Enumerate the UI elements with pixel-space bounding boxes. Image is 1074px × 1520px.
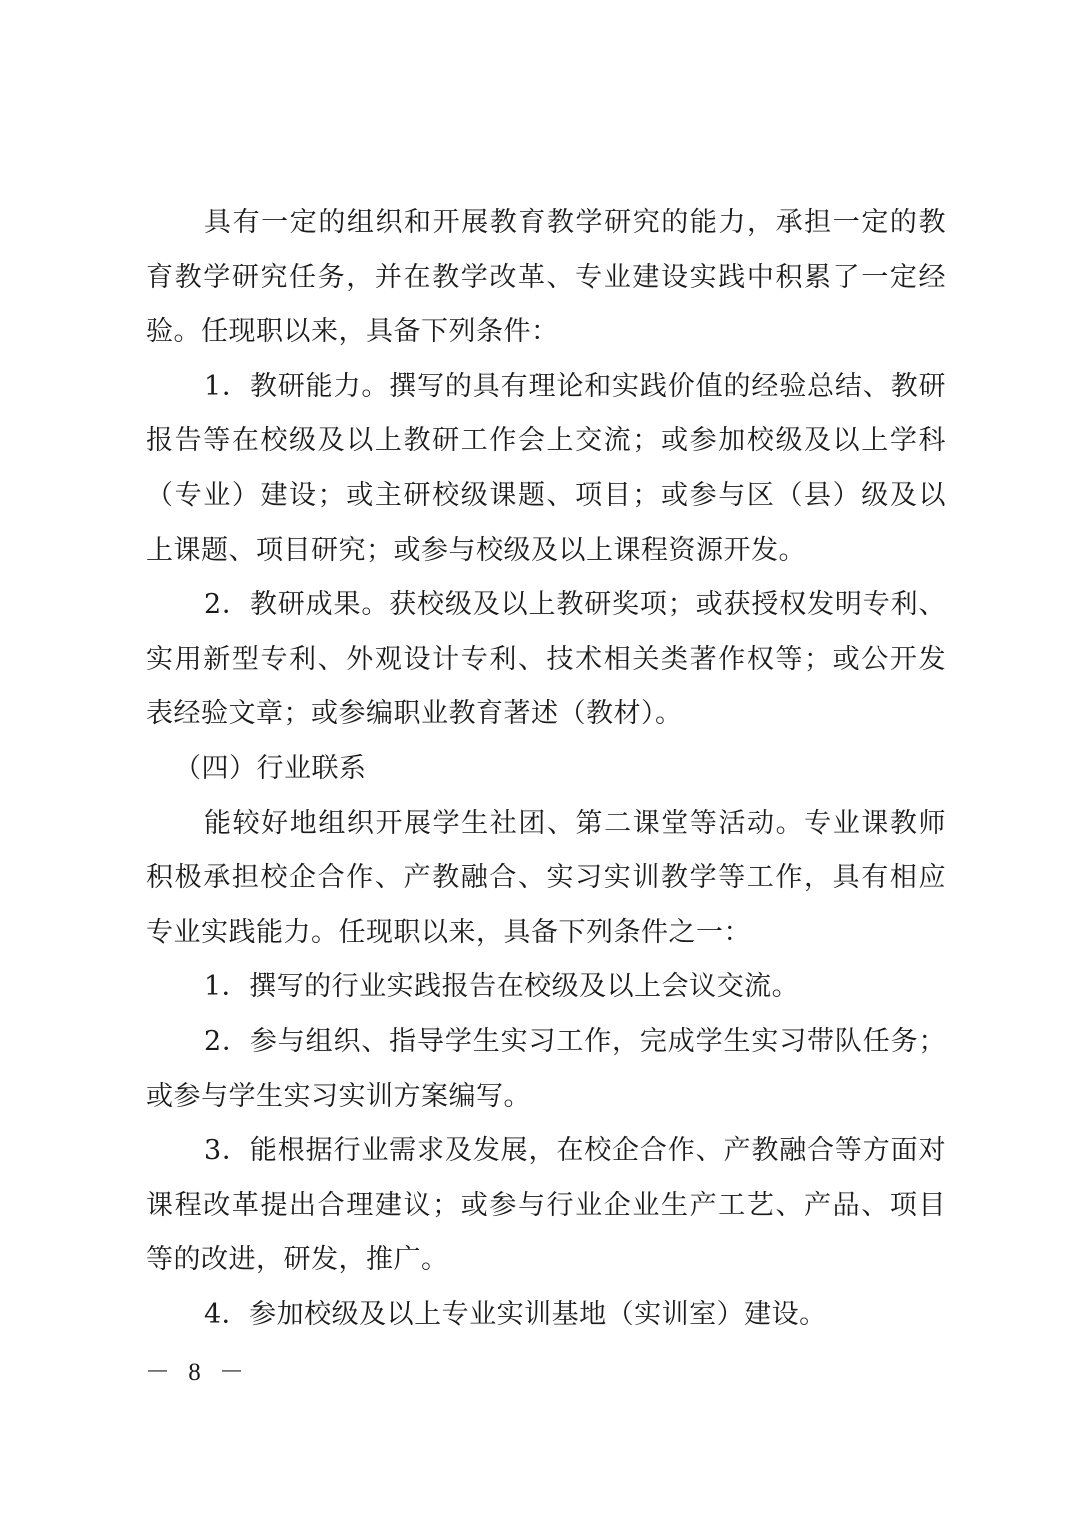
text-line: 能较好地组织开展学生社团、第二课堂等活动。专业课教师 (204, 807, 946, 839)
text-line: 3．能根据行业需求及发展，在校企合作、产教融合等方面对 (204, 1135, 946, 1167)
paragraph-research-ability-intro (146, 196, 946, 360)
text-line: （专业）建设；或主研校级课题、项目；或参与区（县）级及以 (146, 479, 946, 511)
text-line: 4．参加校级及以上专业实训基地（实训室）建设。 (204, 1298, 827, 1330)
section-heading-industry-connection (146, 742, 946, 797)
section-heading: （四）行业联系 (174, 752, 367, 784)
page-number: － 8 － (145, 1359, 251, 1386)
text-line: 具有一定的组织和开展教育教学研究的能力，承担一定的教 (204, 207, 946, 238)
text-line: 2．教研成果。获校级及以上教研奖项；或获授权发明专利、 (204, 589, 946, 621)
paragraph-industry-item-4 (146, 1288, 946, 1343)
paragraph-industry-item-1 (146, 960, 946, 1015)
text-line: 课程改革提出合理建议；或参与行业企业生产工艺、产品、项目 (146, 1189, 946, 1221)
document-body (146, 196, 946, 1342)
paragraph-research-ability (146, 360, 946, 578)
text-line: 实用新型专利、外观设计专利、技术相关类著作权等；或公开发 (146, 643, 946, 675)
text-line: 育教学研究任务，并在教学改革、专业建设实践中积累了一定经 (146, 261, 946, 293)
text-line: 上课题、项目研究；或参与校级及以上课程资源开发。 (146, 534, 806, 566)
text-line: 专业实践能力。任现职以来，具备下列条件之一： (146, 916, 751, 948)
text-line: 或参与学生实习实训方案编写。 (146, 1080, 531, 1112)
text-line: 1．教研能力。撰写的具有理论和实践价值的经验总结、教研 (204, 370, 946, 402)
text-line: 表经验文章；或参编职业教育著述（教材）。 (146, 698, 683, 730)
text-line: 验。任现职以来，具备下列条件： (146, 316, 559, 348)
text-line: 等的改进，研发，推广。 (146, 1244, 449, 1276)
paragraph-industry-intro (146, 797, 946, 961)
paragraph-industry-item-3 (146, 1124, 946, 1288)
text-line: 报告等在校级及以上教研工作会上交流；或参加校级及以上学科 (146, 425, 946, 457)
paragraph-research-results (146, 578, 946, 742)
text-line: 2．参与组织、指导学生实习工作，完成学生实习带队任务； (204, 1025, 946, 1057)
paragraph-industry-item-2 (146, 1015, 946, 1124)
text-line: 1．撰写的行业实践报告在校级及以上会议交流。 (204, 971, 800, 1003)
text-line: 积极承担校企合作、产教融合、实习实训教学等工作，具有相应 (146, 862, 946, 894)
